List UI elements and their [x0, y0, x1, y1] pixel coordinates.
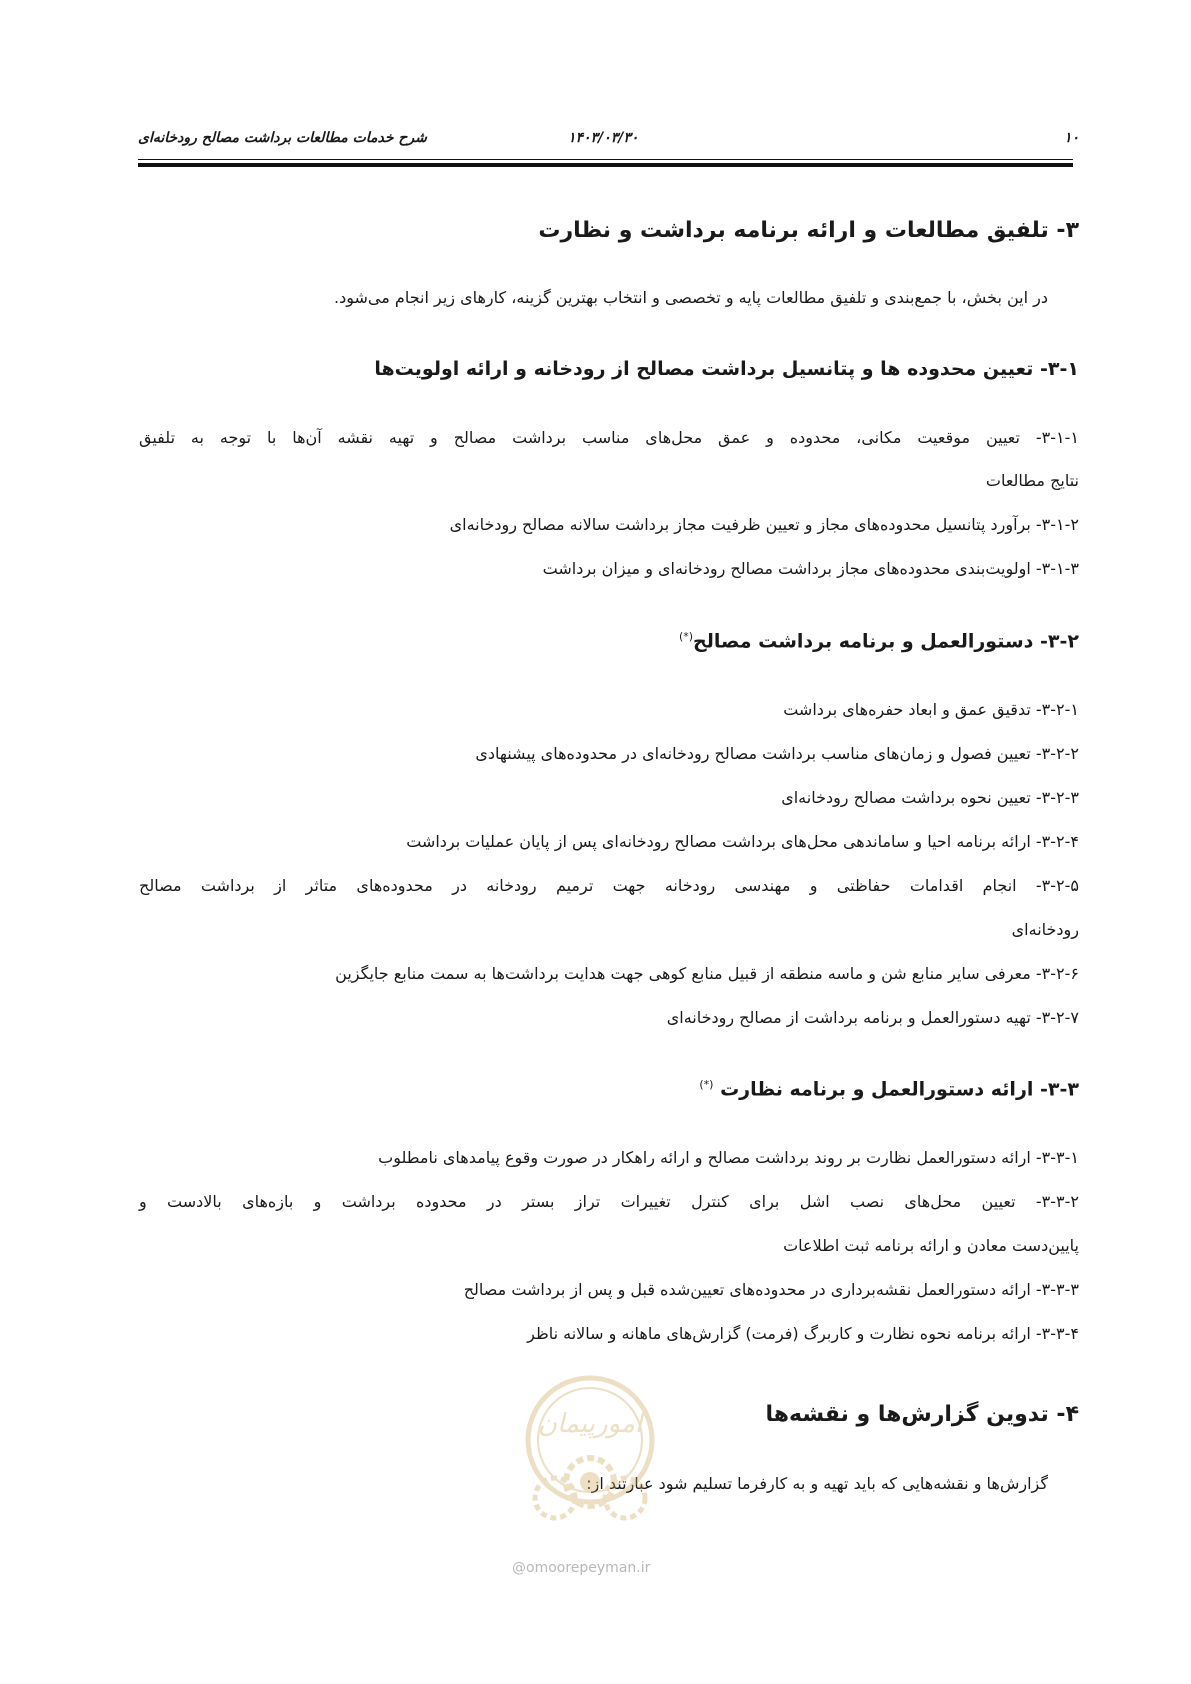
section-3-3-title: ۳-۳- ارائه دستورالعمل و برنامه نظارت — [720, 1078, 1079, 1101]
item-3-1-1-line1: ۳-۱-۱- تعیین موقعیت مکانی، محدوده و عمق محل‌های مناسب برداشت مصالح و تهیه نقشه آن‌ها با توجه به تلفیق — [139, 428, 1079, 447]
item-3-3-2-line2: پایین‌دست معادن و ارائه برنامه ثبت اطلاعات — [783, 1236, 1079, 1255]
item-3-1-2: ۳-۱-۲- برآورد پتانسیل محدوده‌های مجاز و تعیین ظرفیت مجاز برداشت سالانه مصالح رودخانه‌ای — [449, 515, 1079, 534]
section-3-2-heading — [679, 630, 1079, 652]
section-3-3-heading — [699, 1078, 1079, 1100]
item-3-2-5-line1: ۳-۲-۵- انجام اقدامات حفاظتی و مهندسی رودخانه جهت ترمیم رودخانه در محدوده‌های متاثر از برداشت مصالح — [139, 876, 1079, 895]
item-3-1-3: ۳-۱-۳- اولویت‌بندی محدوده‌های مجاز برداشت مصالح رودخانه‌ای و میزان برداشت — [542, 559, 1079, 578]
item-3-2-4: ۳-۲-۴- ارائه برنامه احیا و ساماندهی محل‌های برداشت مصالح رودخانه‌ای پس از پایان عملیات برداشت — [406, 832, 1079, 851]
item-3-2-7: ۳-۲-۷- تهیه دستورالعمل و برنامه برداشت از مصالح رودخانه‌ای — [666, 1008, 1079, 1027]
watermark-url: @omoorepeyman.ir — [512, 1560, 651, 1576]
item-3-2-3: ۳-۲-۳- تعیین نحوه برداشت مصالح رودخانه‌ای — [781, 788, 1079, 807]
item-3-1-1-line2: نتایج مطالعات — [985, 471, 1079, 490]
section-3-1-heading: ۳-۱- تعیین محدوده ها و پتانسیل برداشت مصالح از رودخانه و ارائه اولویت‌ها — [374, 358, 1079, 380]
section-3-intro: در این بخش، با جمع‌بندی و تلفیق مطالعات پایه و تخصصی و انتخاب بهترین گزینه، کارهای زیر انجام می‌شود. — [334, 288, 1048, 307]
page-number: ۱۰ — [1063, 130, 1079, 146]
section-3-2-title: ۳-۲- دستورالعمل و برنامه برداشت مصالح — [693, 630, 1079, 653]
section-3-3-mark: (*) — [699, 1078, 714, 1091]
item-3-2-1: ۳-۲-۱- تدقیق عمق و ابعاد حفره‌های برداشت — [783, 700, 1079, 719]
watermark-text: امورپیمان — [537, 1409, 643, 1439]
header-rule-thick — [138, 163, 1073, 167]
item-3-2-2: ۳-۲-۲- تعیین فصول و زمان‌های مناسب برداشت مصالح رودخانه‌ای در محدوده‌های پیشنهادی — [475, 744, 1079, 763]
item-3-3-2-line1: ۳-۳-۲- تعیین محل‌های نصب اشل برای کنترل تغییرات تراز بستر در محدوده برداشت و بازه‌های بالادست و — [139, 1192, 1079, 1211]
header-date: ۱۴۰۳/۰۳/۳۰ — [568, 130, 639, 146]
section-4-intro: گزارش‌ها و نقشه‌هایی که باید تهیه و به کارفرما تسلیم شود عبارتند از: — [586, 1474, 1048, 1493]
watermark-logo — [500, 1370, 680, 1530]
item-3-3-3: ۳-۳-۳- ارائه دستورالعمل نقشه‌برداری در محدوده‌های تعیین‌شده قبل و پس از برداشت مصالح — [463, 1280, 1079, 1299]
header-title: شرح خدمات مطالعات برداشت مصالح رودخانه‌ای — [138, 130, 427, 146]
section-3-2-mark: (*) — [678, 630, 694, 643]
item-3-3-4: ۳-۳-۴- ارائه برنامه نحوه نظارت و کاربرگ (فرمت) گزارش‌های ماهانه و سالانه ناظر — [527, 1324, 1079, 1343]
header-rule-thin — [138, 159, 1073, 160]
section-4-heading: ۴- تدوین گزارش‌ها و نقشه‌ها — [765, 1402, 1079, 1427]
item-3-2-6: ۳-۲-۶- معرفی سایر منابع شن و ماسه منطقه از قبیل منابع کوهی جهت هدایت برداشت‌ها به سمت منابع جایگزین — [335, 964, 1079, 983]
section-3-heading: ۳- تلفیق مطالعات و ارائه برنامه برداشت و نظارت — [538, 218, 1079, 243]
item-3-3-1: ۳-۳-۱- ارائه دستورالعمل نظارت بر روند برداشت مصالح و ارائه راهکار در صورت وقوع پیامدهای نامطلوب — [378, 1148, 1079, 1167]
item-3-2-5-line2: رودخانه‌ای — [1011, 920, 1079, 939]
